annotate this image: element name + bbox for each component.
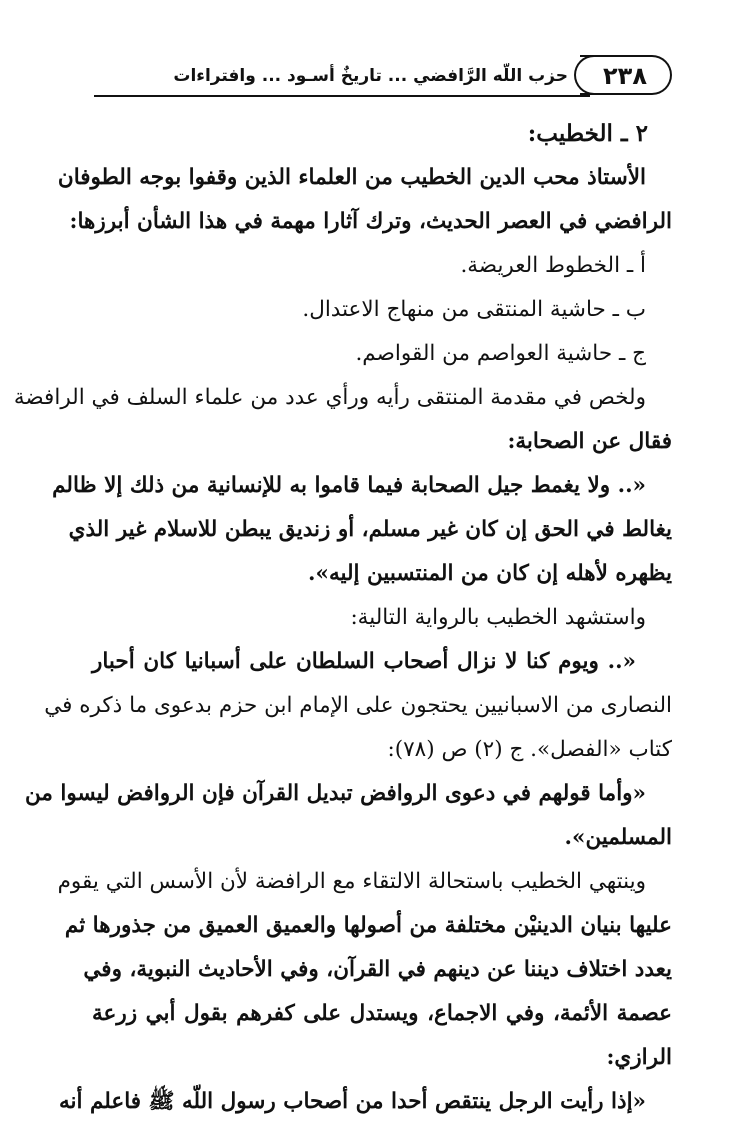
page-number-frame xyxy=(580,55,672,95)
running-title: حزب اللّه الرَّافضي ... تاريخٌ أسـود ... وافتراءات xyxy=(173,66,568,86)
page-body xyxy=(13,112,672,1124)
body-line-7: فقال عن الصحابة: xyxy=(507,429,672,454)
body-line-21: الرازي: xyxy=(606,1045,672,1070)
quote-2-line-2: النصارى من الاسبانيين يحتجون على الإمام ابن حزم بدعوى ما ذكره في xyxy=(44,693,672,718)
quote-3-line-1: «وأما قولهم في دعوى الروافض تبديل القرآن فإن الروافض ليسوا من xyxy=(25,781,646,806)
list-item-a: أ ـ الخطوط العريضة. xyxy=(460,253,646,278)
body-line-11: واستشهد الخطيب بالرواية التالية: xyxy=(350,605,646,630)
body-line-18: عليها بنيان الدينيْن مختلفة من أصولها والعميق العميق من جذورها ثم xyxy=(64,913,672,938)
quote-2-line-1: «.. ويوم كنا لا نزال أصحاب السلطان على أسبانيا كان أحبار xyxy=(92,649,636,674)
body-line-2: الرافضي في العصر الحديث، وترك آثارا مهمة في هذا الشأن أبرزها: xyxy=(69,209,672,234)
quote-4-line-1: «إذا رأيت الرجل ينتقص أحدا من أصحاب رسول اللّه ﷺ فاعلم أنه xyxy=(58,1089,646,1114)
quote-2-line-3: كتاب «الفصل». ج (٢) ص (٧٨): xyxy=(387,737,672,762)
list-item-c: ج ـ حاشية العواصم من القواصم. xyxy=(355,341,646,366)
body-line-17: وينتهي الخطيب باستحالة الالتقاء مع الرافضة لأن الأسس التي يقوم xyxy=(57,869,646,894)
body-line-1: الأستاذ محب الدين الخطيب من العلماء الذين وقفوا بوجه الطوفان xyxy=(57,165,646,190)
quote-1-line-1: «.. ولا يغمط جيل الصحابة فيما قاموا به للإنسانية من ذلك إلا ظالم xyxy=(52,473,646,498)
list-item-b: ب ـ حاشية المنتقى من منهاج الاعتدال. xyxy=(302,297,646,322)
quote-3-line-2: المسلمين». xyxy=(564,825,672,850)
body-line-6: ولخص في مقدمة المنتقى رأيه ورأي عدد من علماء السلف في الرافضة xyxy=(13,385,646,410)
page-header xyxy=(94,55,672,99)
header-rule xyxy=(94,95,590,97)
page-number: ٢٣٨ xyxy=(603,62,647,90)
quote-1-line-2: يغالط في الحق إن كان غير مسلم، أو زنديق يبطن للاسلام غير الذي xyxy=(68,517,672,542)
quote-1-line-3: يظهره لأهله إن كان من المنتسبين إليه». xyxy=(308,561,672,586)
body-line-19: يعدد اختلاف ديننا عن دينهم في القرآن، وفي الأحاديث النبوية، وفي xyxy=(83,957,672,982)
body-line-20: عصمة الأئمة، وفي الاجماع، ويستدل على كفرهم بقول أبي زرعة xyxy=(92,1001,672,1026)
section-heading: ٢ ـ الخطيب: xyxy=(527,120,648,147)
